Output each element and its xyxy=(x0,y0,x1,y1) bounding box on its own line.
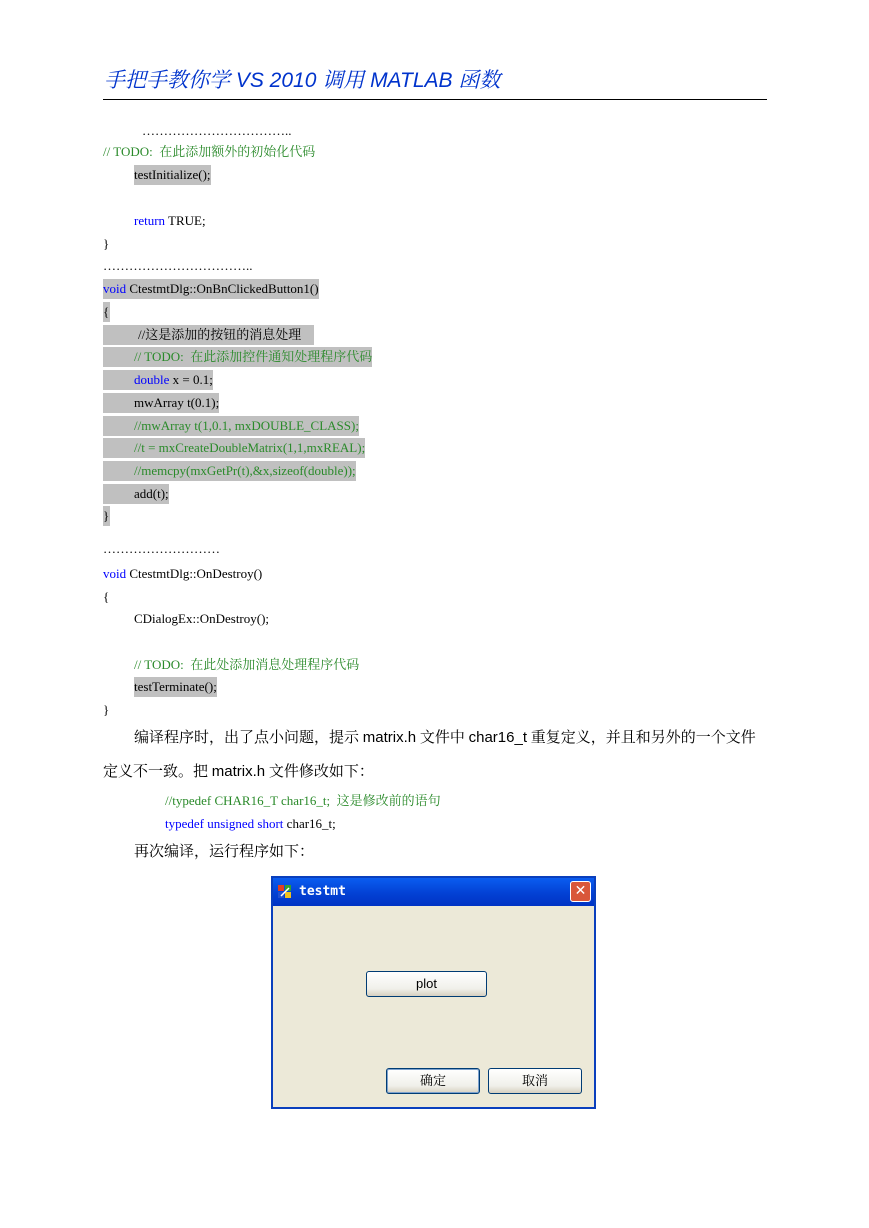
code-line: testInitialize(); xyxy=(134,165,211,185)
dialog-title: testmt xyxy=(299,884,346,899)
code-line xyxy=(134,211,206,231)
text-run: 文件中 xyxy=(416,730,469,746)
code-brace: } xyxy=(103,702,110,717)
code-comment: //memcpy(mxGetPr(t),&x,sizeof(double)); xyxy=(103,461,356,481)
code-comment: //mwArray t(1,0.1, mxDOUBLE_CLASS); xyxy=(103,416,359,436)
code-comment: //t = mxCreateDoubleMatrix(1,1,mxREAL); xyxy=(103,438,365,458)
close-icon[interactable]: ✕ xyxy=(570,881,591,902)
text-run: 编译程序时，出了点小问题，提示 xyxy=(134,730,363,746)
code-comment: // TODO: 在此添加额外的初始化代码 xyxy=(103,144,316,159)
header-rule xyxy=(103,99,767,100)
text-run: 文件修改如下： xyxy=(265,764,374,780)
code-line xyxy=(165,814,336,834)
header-title: 手把手教你学 VS 2010 调用 MATLAB 函数 xyxy=(104,69,501,92)
ellipsis-line: …………………………….. xyxy=(103,258,253,273)
code-line xyxy=(103,279,319,299)
text-run: matrix.h xyxy=(211,763,266,780)
code-line xyxy=(103,370,213,390)
paragraph-line: 再次编译，运行程序如下： xyxy=(134,844,315,860)
code-brace: { xyxy=(103,589,110,604)
code-keyword: return xyxy=(134,213,166,228)
code-text: TRUE; xyxy=(165,213,206,228)
text-run: 定义不一致。把 xyxy=(103,764,212,780)
code-line: //这是添加的按钮的消息处理 xyxy=(103,325,314,345)
code-line: testTerminate(); xyxy=(134,677,217,697)
cancel-button[interactable]: 取消 xyxy=(488,1068,582,1094)
code-comment: // TODO: 在此添加控件通知处理程序代码 xyxy=(103,347,372,367)
text-run: 重复定义，并且和另外的一个文件 xyxy=(527,730,756,746)
ellipsis-line: ……………………… xyxy=(103,541,220,556)
text-run: char16_t xyxy=(468,729,527,746)
ellipsis-line: …………………………….. xyxy=(142,123,292,138)
code-keyword: void xyxy=(103,566,127,581)
code-line xyxy=(103,564,262,584)
code-brace: { xyxy=(103,302,110,322)
code-line: CDialogEx::OnDestroy(); xyxy=(134,611,270,626)
paragraph-line xyxy=(134,728,756,748)
code-keyword: void xyxy=(103,281,127,296)
app-icon xyxy=(277,884,293,900)
text-run: matrix.h xyxy=(362,729,417,746)
ok-button[interactable]: 确定 xyxy=(386,1068,480,1094)
code-comment: // TODO: 在此处添加消息处理程序代码 xyxy=(134,657,360,672)
code-text: CtestmtDlg::OnDestroy() xyxy=(126,566,263,581)
code-brace: } xyxy=(103,236,110,251)
code-text: x = 0.1; xyxy=(169,372,213,387)
code-line: add(t); xyxy=(103,484,169,504)
code-text: CtestmtDlg::OnBnClickedButton1() xyxy=(126,281,319,296)
code-comment: //typedef CHAR16_T char16_t; 这是修改前的语句 xyxy=(165,793,441,808)
code-line: mwArray t(0.1); xyxy=(103,393,219,413)
paragraph-line xyxy=(103,762,374,782)
code-brace: } xyxy=(103,506,110,526)
code-keyword: typedef unsigned short xyxy=(165,816,284,831)
dialog-window xyxy=(271,876,596,1109)
dialog-title-bar[interactable] xyxy=(273,878,594,906)
code-text: char16_t; xyxy=(283,816,336,831)
plot-button[interactable]: plot xyxy=(366,971,487,997)
code-keyword: double xyxy=(134,372,170,387)
